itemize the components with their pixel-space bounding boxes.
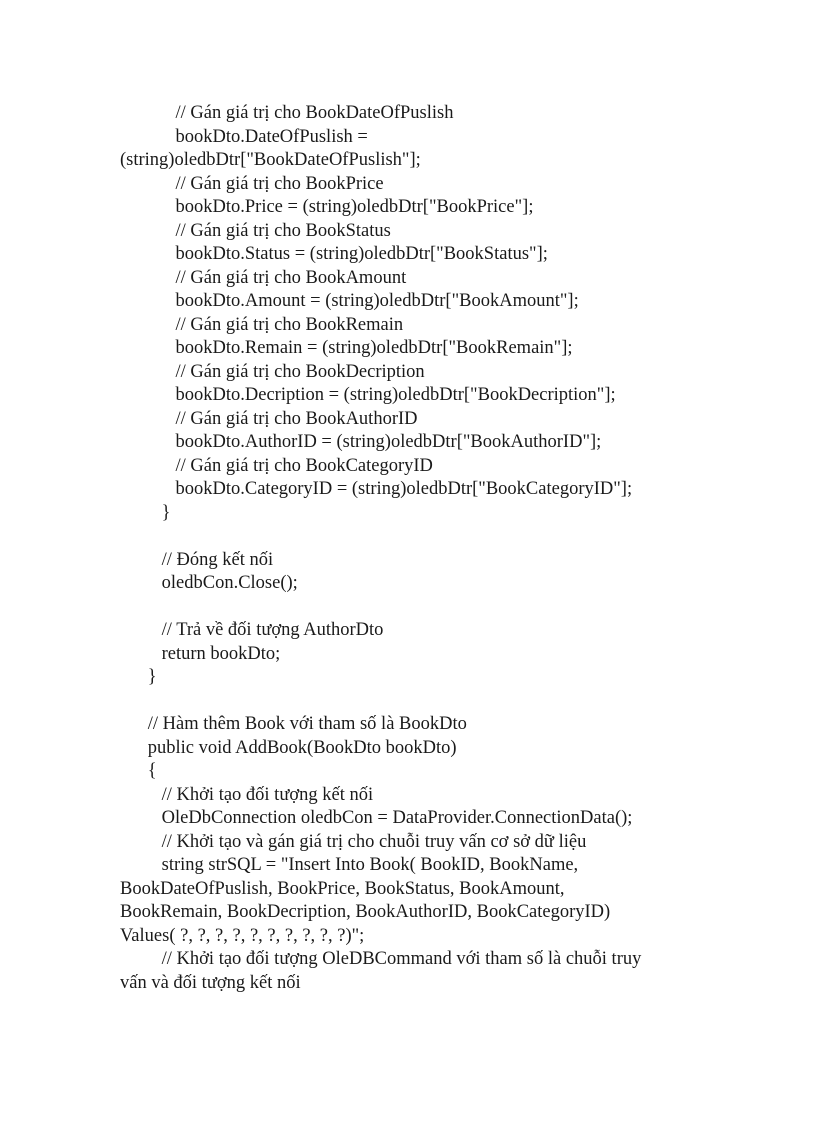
code-line: // Gán giá trị cho BookRemain: [120, 314, 404, 335]
code-line: // Gán giá trị cho BookPrice: [120, 173, 384, 194]
code-line: bookDto.Status = (string)oledbDtr["BookStatus"];: [120, 244, 548, 264]
code-line: // Đóng kết nối: [120, 549, 274, 570]
code-line: // Khởi tạo đối tượng OleDBCommand với tham số là chuỗi truy: [120, 949, 642, 969]
code-line: }: [120, 502, 171, 523]
code-line: vấn và đối tượng kết nối: [120, 972, 301, 993]
code-line: // Gán giá trị cho BookAuthorID: [120, 408, 418, 429]
code-line: public void AddBook(BookDto bookDto): [120, 737, 457, 758]
code-line: return bookDto;: [120, 643, 281, 664]
document-page: [120, 102, 740, 995]
code-line: // Gán giá trị cho BookCategoryID: [120, 455, 433, 476]
code-line: // Hàm thêm Book với tham số là BookDto: [120, 714, 467, 734]
code-line: oledbCon.Close();: [120, 573, 298, 593]
code-line: bookDto.Remain = (string)oledbDtr["BookRemain"];: [120, 338, 573, 358]
code-line: // Khởi tạo và gán giá trị cho chuỗi truy vấn cơ sở dữ liệu: [120, 831, 587, 852]
code-line: bookDto.DateOfPuslish =: [120, 126, 368, 147]
code-line: // Gán giá trị cho BookDateOfPuslish: [120, 103, 454, 123]
blank-line: [120, 525, 740, 549]
code-line: // Trả về đối tượng AuthorDto: [120, 620, 384, 640]
code-line: bookDto.CategoryID = (string)oledbDtr["BookCategoryID"];: [120, 479, 633, 499]
code-line: bookDto.Decription = (string)oledbDtr["BookDecription"];: [120, 385, 616, 405]
code-line: {: [120, 761, 157, 781]
code-line: OleDbConnection oledbCon = DataProvider.ConnectionData();: [120, 808, 633, 828]
code-line: BookDateOfPuslish, BookPrice, BookStatus, BookAmount,: [120, 878, 565, 899]
code-line: bookDto.Amount = (string)oledbDtr["BookAmount"];: [120, 291, 579, 311]
code-line: BookRemain, BookDecription, BookAuthorID, BookCategoryID): [120, 902, 611, 922]
code-line: // Gán giá trị cho BookStatus: [120, 220, 391, 241]
code-line: // Gán giá trị cho BookDecription: [120, 361, 425, 382]
code-line: Values( ?, ?, ?, ?, ?, ?, ?, ?, ?, ?)";: [120, 925, 365, 946]
blank-line: [120, 690, 740, 714]
code-line: bookDto.Price = (string)oledbDtr["BookPrice"];: [120, 197, 534, 217]
code-line: // Khởi tạo đối tượng kết nối: [120, 784, 374, 805]
code-line: // Gán giá trị cho BookAmount: [120, 267, 407, 288]
blank-line: [120, 596, 740, 620]
code-line: bookDto.AuthorID = (string)oledbDtr["BookAuthorID"];: [120, 432, 602, 452]
code-line: }: [120, 667, 157, 687]
code-line: string strSQL = "Insert Into Book( BookID, BookName,: [120, 855, 579, 875]
code-line: (string)oledbDtr["BookDateOfPuslish"];: [120, 150, 421, 170]
